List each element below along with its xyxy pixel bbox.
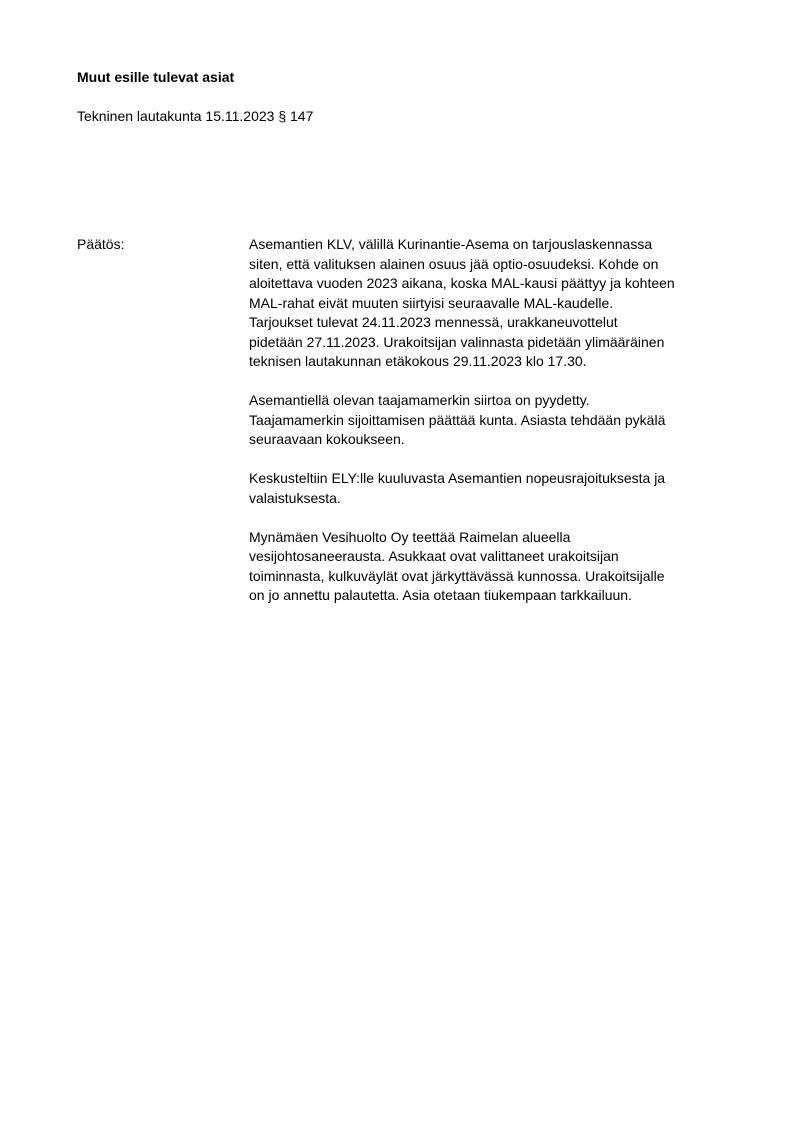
text-line: on jo annettu palautetta. Asia otetaan tiukempaan tarkkailuun. (249, 587, 632, 603)
decision-text (249, 235, 739, 625)
paragraph-taajamamerkki (249, 391, 739, 450)
text-line: pidetään 27.11.2023. Urakoitsijan valinnasta pidetään ylimääräinen (249, 333, 665, 350)
decision-label: Päätös: (77, 236, 125, 252)
text-line: vesijohtosaneerausta. Asukkaat ovat valittaneet urakoitsijan (249, 548, 619, 564)
text-line: MAL-rahat eivät muuten siirtyisi seuraavalle MAL-kaudelle. (249, 294, 614, 311)
document-heading: Muut esille tulevat asiat (77, 69, 235, 85)
text-line: Taajamamerkin sijoittamisen päättää kunta. Asiasta tehdään pykälä (249, 411, 666, 428)
text-line: valaistuksesta. (249, 489, 341, 506)
text-line: siten, että valituksen alainen osuus jää optio-osuudeksi. Kohde on (249, 255, 659, 272)
text-line: Tarjoukset tulevat 24.11.2023 mennessä, urakkaneuvottelut (249, 314, 618, 330)
paragraph-klv (249, 235, 739, 372)
text-line: teknisen lautakunnan etäkokous 29.11.2023 klo 17.30. (249, 353, 587, 369)
paragraph-vesihuolto (249, 528, 739, 606)
text-line: Asemantien KLV, välillä Kurinantie-Asema on tarjouslaskennassa (249, 236, 653, 252)
text-line: aloitettava vuoden 2023 aikana, koska MAL-kausi päättyy ja kohteen (249, 275, 675, 291)
text-line: toiminnasta, kulkuväylät ovat järkyttävässä kunnossa. Urakoitsijalle (249, 567, 665, 584)
meeting-reference: Tekninen lautakunta 15.11.2023 § 147 (77, 108, 314, 124)
text-line: Asemantiellä olevan taajamamerkin siirtoa on pyydetty. (249, 392, 590, 408)
text-line: Mynämäen Vesihuolto Oy teettää Raimelan alueella (249, 528, 571, 545)
text-line: Keskusteltiin ELY:lle kuuluvasta Asemantien nopeusrajoituksesta ja (249, 470, 666, 486)
text-line: seuraavaan kokoukseen. (249, 431, 405, 447)
paragraph-ely (249, 469, 739, 508)
